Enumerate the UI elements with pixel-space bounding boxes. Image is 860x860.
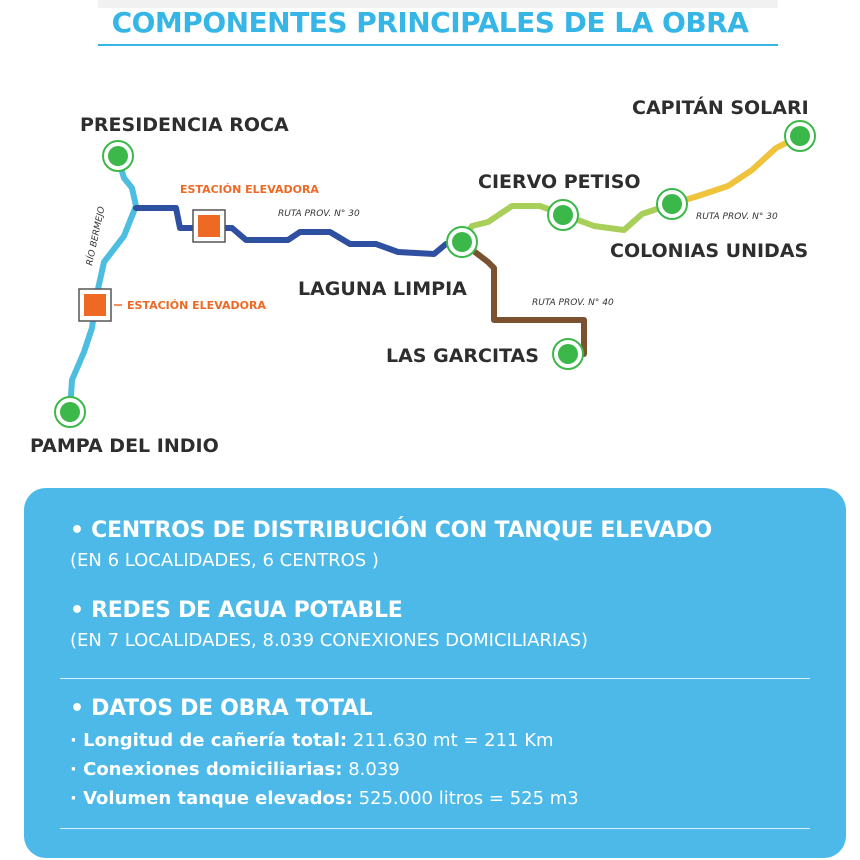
datos-item-value: 211.630 mt = 211 Km xyxy=(352,730,554,751)
town-label-las-garcitas: LAS GARCITAS xyxy=(386,345,539,367)
centros-detail: (EN 6 LOCALIDADES, 6 CENTROS ) xyxy=(70,550,379,571)
town-label-pampa-del-indio: PAMPA DEL INDIO xyxy=(30,435,219,457)
town-marker-colonias-unidas xyxy=(657,189,687,219)
town-label-colonias-unidas: COLONIAS UNIDAS xyxy=(610,240,809,262)
town-marker-pampa-del-indio xyxy=(55,397,85,427)
datos-item-conexiones xyxy=(70,759,400,780)
station-label-lower: ESTACIÓN ELEVADORA xyxy=(127,299,266,312)
redes-heading: • REDES DE AGUA POTABLE xyxy=(70,598,403,623)
town-marker-presidencia-roca xyxy=(103,141,133,171)
datos-heading: • DATOS DE OBRA TOTAL xyxy=(70,696,373,721)
town-label-presidencia-roca: PRESIDENCIA ROCA xyxy=(80,114,289,136)
datos-item-value: 525.000 litros = 525 m3 xyxy=(358,788,579,809)
page-title: COMPONENTES PRINCIPALES DE LA OBRA xyxy=(111,6,749,39)
datos-item-value: 8.039 xyxy=(348,759,400,780)
route-label-ruta30-east: RUTA PROV. N° 30 xyxy=(696,212,778,222)
town-marker-las-garcitas xyxy=(553,339,583,369)
town-marker-laguna-limpia xyxy=(447,227,477,257)
summary-divider-bottom xyxy=(60,828,810,829)
route-label-ruta40: RUTA PROV. N° 40 xyxy=(532,298,614,308)
centros-heading: • CENTROS DE DISTRIBUCIÓN CON TANQUE ELEVADO xyxy=(70,518,712,543)
town-label-laguna-limpia: LAGUNA LIMPIA xyxy=(298,278,467,300)
redes-detail: (EN 7 LOCALIDADES, 8.039 CONEXIONES DOMICILIARIAS) xyxy=(70,630,589,651)
town-label-capitan-solari: CAPITÁN SOLARI xyxy=(632,97,809,119)
route-label-ruta30-west: RUTA PROV. N° 30 xyxy=(278,209,360,219)
station-lower-marker xyxy=(79,289,111,321)
station-upper-marker xyxy=(193,210,225,242)
summary-panel xyxy=(24,488,846,858)
town-marker-ciervo-petiso xyxy=(548,200,578,230)
summary-divider-top xyxy=(60,678,810,679)
river-pipe-line xyxy=(70,158,136,412)
datos-item-label: · Longitud de cañería total: xyxy=(70,730,348,751)
river-label: RÍO BERMEJO xyxy=(85,205,108,267)
datos-item-volumen xyxy=(70,788,579,809)
ruta30-east-yellow-line xyxy=(672,136,800,204)
town-marker-capitan-solari xyxy=(785,121,815,151)
datos-item-longitud xyxy=(70,730,554,751)
datos-item-label: · Conexiones domiciliarias: xyxy=(70,759,343,780)
town-label-ciervo-petiso: CIERVO PETISO xyxy=(478,171,641,193)
station-label-upper: ESTACIÓN ELEVADORA xyxy=(180,183,319,196)
datos-item-label: · Volumen tanque elevados: xyxy=(70,788,353,809)
